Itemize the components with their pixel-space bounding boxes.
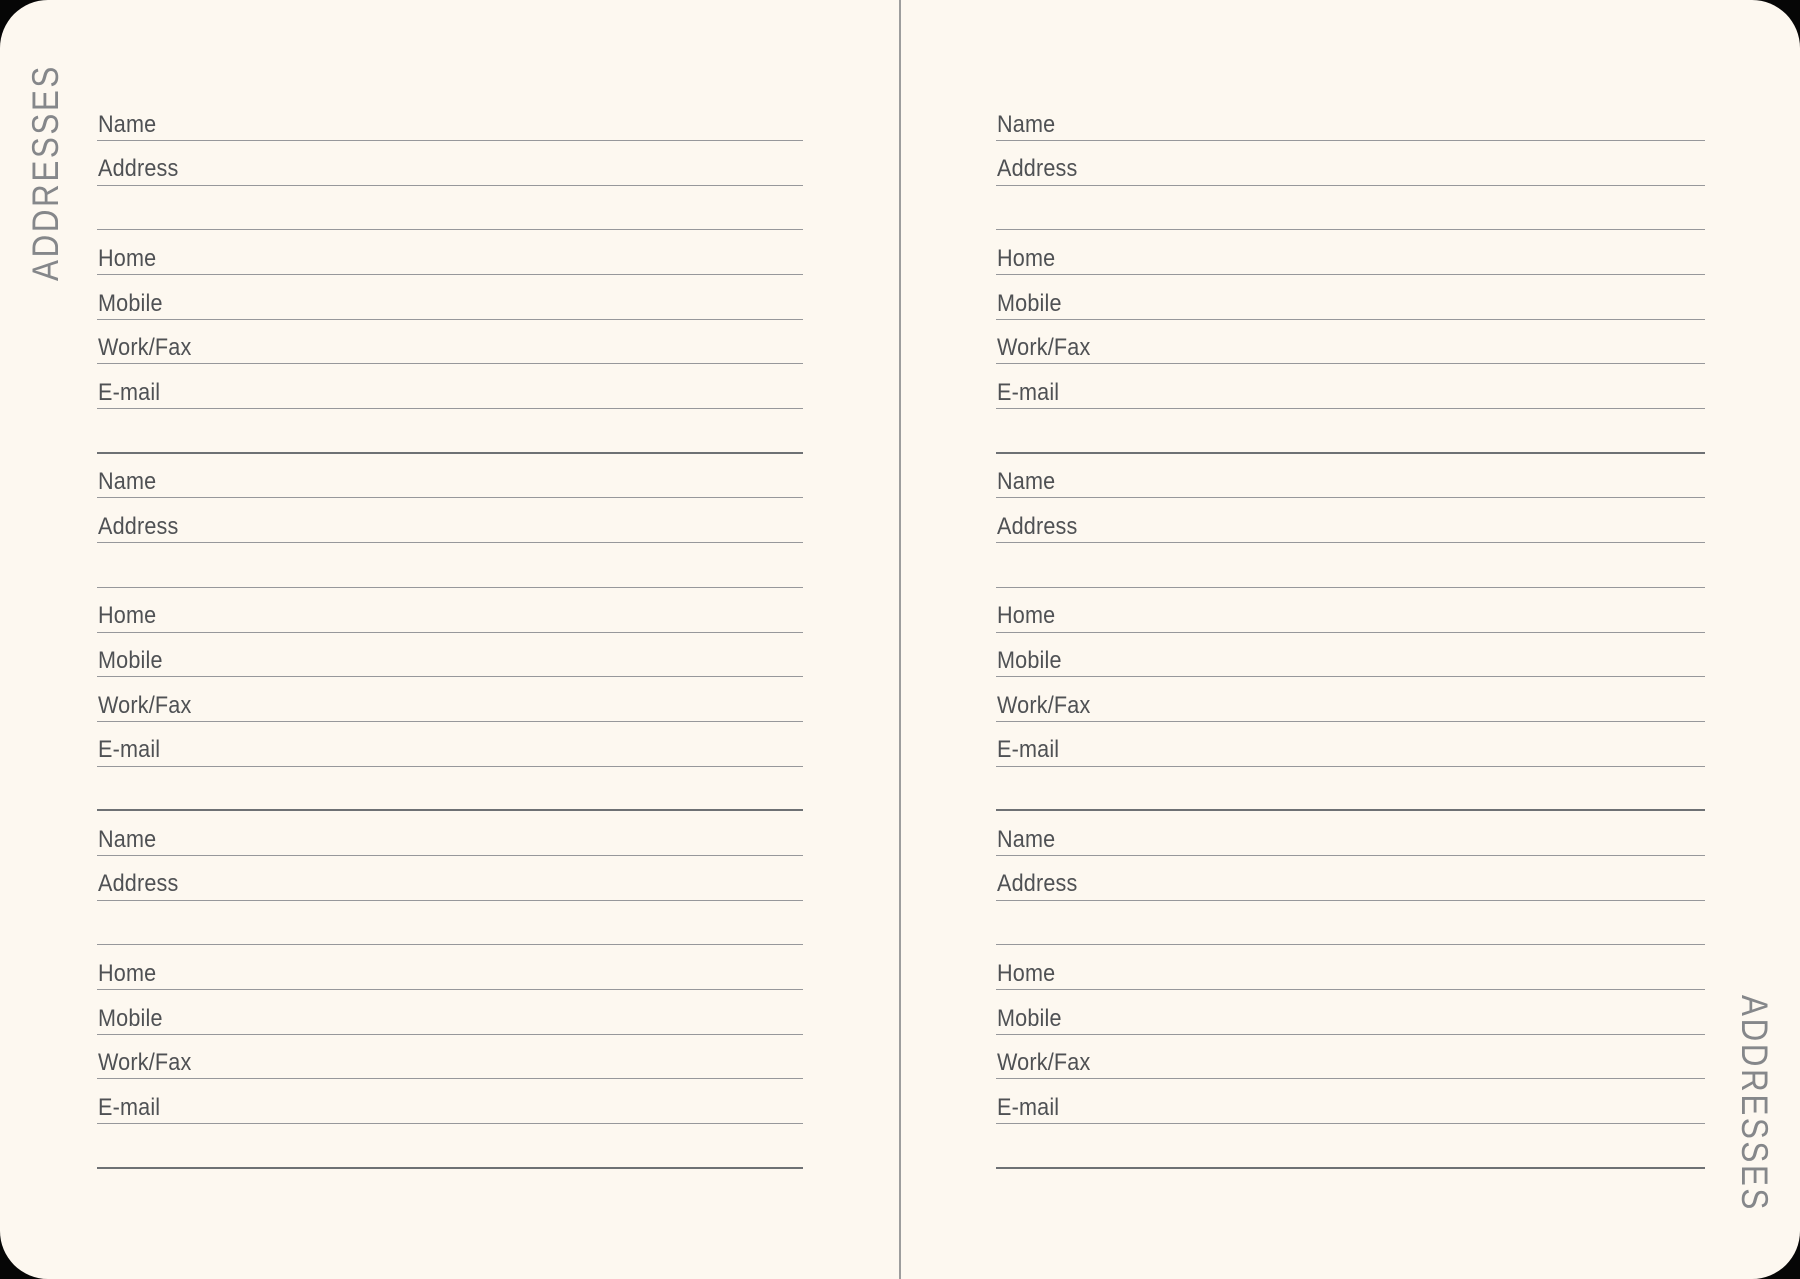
field-row-address — [996, 498, 1705, 543]
field-row-workfax — [996, 320, 1705, 365]
field-row-address-extra-line — [996, 543, 1705, 588]
field-row-address-extra-line — [97, 543, 803, 588]
field-row-mobile — [97, 990, 803, 1035]
address-entry-block — [97, 811, 803, 1169]
field-row-workfax — [97, 1035, 803, 1080]
field-label-workfax: Work/Fax — [98, 334, 192, 362]
field-label-home: Home — [98, 244, 157, 272]
field-label-mobile: Mobile — [997, 647, 1062, 675]
entry-separator-line — [996, 1124, 1705, 1169]
field-row-home — [996, 230, 1705, 275]
field-row-address-extra-line — [97, 186, 803, 231]
field-label-name: Name — [997, 825, 1056, 853]
field-label-workfax: Work/Fax — [997, 691, 1091, 719]
address-entry-block — [97, 454, 803, 812]
field-row-home — [97, 588, 803, 633]
field-label-email: E-mail — [997, 736, 1060, 764]
field-label-email: E-mail — [98, 1093, 161, 1121]
field-row-email — [97, 1079, 803, 1124]
field-label-mobile: Mobile — [98, 289, 163, 317]
field-row-home — [97, 945, 803, 990]
field-label-home: Home — [997, 244, 1056, 272]
entry-separator-line — [996, 409, 1705, 454]
field-label-home: Home — [98, 602, 157, 630]
field-row-workfax — [996, 677, 1705, 722]
field-row-email — [996, 722, 1705, 767]
field-label-mobile: Mobile — [997, 1004, 1062, 1032]
field-row-name — [996, 811, 1705, 856]
field-label-email: E-mail — [98, 378, 161, 406]
address-entry-block — [996, 454, 1705, 812]
field-label-name: Name — [98, 825, 157, 853]
field-row-name — [996, 454, 1705, 499]
field-label-name: Name — [98, 110, 157, 138]
field-row-address-extra-line — [97, 901, 803, 946]
field-label-workfax: Work/Fax — [997, 1049, 1091, 1077]
field-row-address — [996, 856, 1705, 901]
field-row-home — [97, 230, 803, 275]
field-row-name — [97, 454, 803, 499]
address-entry-block — [97, 96, 803, 454]
field-row-home — [996, 588, 1705, 633]
field-label-workfax: Work/Fax — [997, 334, 1091, 362]
field-label-mobile: Mobile — [98, 1004, 163, 1032]
field-label-name: Name — [997, 110, 1056, 138]
field-row-mobile — [996, 275, 1705, 320]
field-label-email: E-mail — [98, 736, 161, 764]
field-row-email — [996, 364, 1705, 409]
field-label-home: Home — [98, 959, 157, 987]
field-row-mobile — [996, 633, 1705, 678]
field-row-address — [97, 498, 803, 543]
field-row-address — [996, 141, 1705, 186]
field-label-workfax: Work/Fax — [98, 691, 192, 719]
field-label-workfax: Work/Fax — [98, 1049, 192, 1077]
center-page-divider — [899, 0, 901, 1279]
field-row-mobile — [97, 633, 803, 678]
field-row-mobile — [996, 990, 1705, 1035]
field-label-address: Address — [98, 155, 179, 183]
field-row-address — [97, 856, 803, 901]
entry-separator-line — [97, 409, 803, 454]
address-entry-block — [996, 96, 1705, 454]
field-row-email — [996, 1079, 1705, 1124]
field-label-home: Home — [997, 602, 1056, 630]
field-label-name: Name — [98, 468, 157, 496]
addresses-heading-left: ADDRESSES — [25, 64, 66, 281]
entry-separator-line — [996, 767, 1705, 812]
field-label-address: Address — [997, 512, 1078, 540]
entry-separator-line — [97, 767, 803, 812]
field-row-mobile — [97, 275, 803, 320]
field-label-mobile: Mobile — [98, 647, 163, 675]
field-row-workfax — [996, 1035, 1705, 1080]
field-row-address — [97, 141, 803, 186]
field-row-name — [97, 811, 803, 856]
field-label-address: Address — [997, 870, 1078, 898]
field-row-workfax — [97, 320, 803, 365]
field-row-email — [97, 364, 803, 409]
field-label-address: Address — [98, 512, 179, 540]
field-row-workfax — [97, 677, 803, 722]
field-row-email — [97, 722, 803, 767]
field-label-mobile: Mobile — [997, 289, 1062, 317]
field-label-email: E-mail — [997, 378, 1060, 406]
field-label-email: E-mail — [997, 1093, 1060, 1121]
page-left — [97, 96, 803, 1169]
address-entry-block — [996, 811, 1705, 1169]
entry-separator-line — [97, 1124, 803, 1169]
field-row-address-extra-line — [996, 901, 1705, 946]
field-row-home — [996, 945, 1705, 990]
field-row-name — [97, 96, 803, 141]
page-right — [996, 96, 1705, 1169]
field-label-address: Address — [98, 870, 179, 898]
field-label-name: Name — [997, 468, 1056, 496]
addresses-heading-right: ADDRESSES — [1734, 995, 1775, 1212]
field-label-home: Home — [997, 959, 1056, 987]
field-row-address-extra-line — [996, 186, 1705, 231]
field-label-address: Address — [997, 155, 1078, 183]
field-row-name — [996, 96, 1705, 141]
